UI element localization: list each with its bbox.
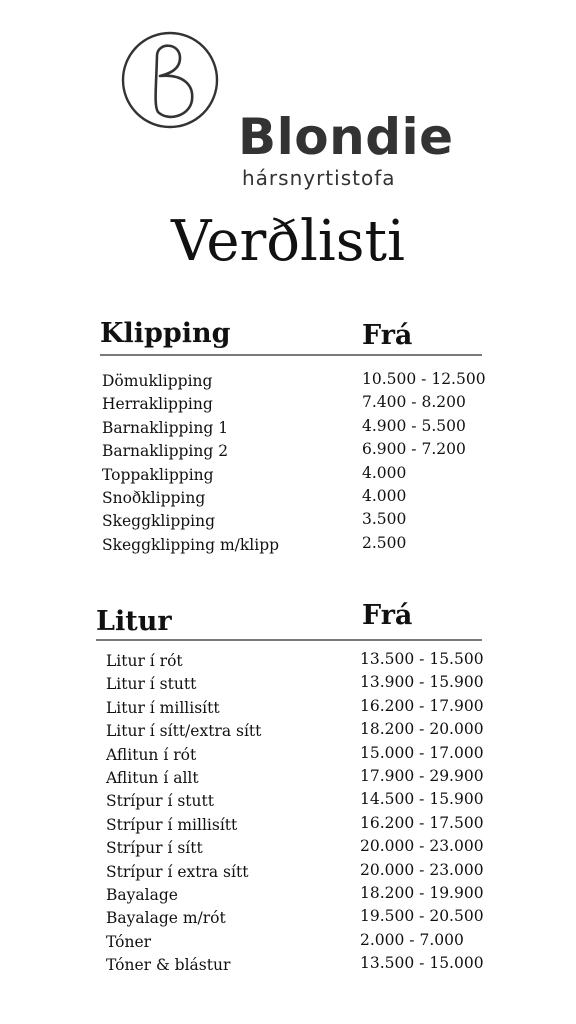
list-item xyxy=(104,671,524,694)
service-name: Tóner xyxy=(106,932,152,951)
list-item xyxy=(104,882,524,905)
service-price: 18.200 - 20.000 xyxy=(360,720,484,739)
service-name: Barnaklipping 1 xyxy=(102,418,229,437)
service-name: Litur í stutt xyxy=(106,675,197,694)
service-price: 4.000 xyxy=(362,463,407,482)
section-divider xyxy=(100,354,482,356)
list-item xyxy=(100,508,520,531)
list-item xyxy=(104,718,524,741)
price-header: Frá xyxy=(362,320,413,351)
price-list xyxy=(100,368,520,555)
service-name: Skeggklipping m/klipp xyxy=(102,535,280,554)
service-name: Aflitun í allt xyxy=(106,768,199,787)
list-item xyxy=(104,952,524,975)
service-price: 14.500 - 15.900 xyxy=(360,790,484,809)
service-price: 4.900 - 5.500 xyxy=(362,416,466,435)
section-title: Klipping xyxy=(100,318,231,349)
page-title: Verðlisti xyxy=(171,209,405,274)
list-item xyxy=(104,929,524,952)
section-divider xyxy=(96,639,482,641)
service-name: Toppaklipping xyxy=(102,465,214,484)
service-price: 3.500 xyxy=(362,510,407,529)
service-price: 20.000 - 23.000 xyxy=(360,837,484,856)
service-name: Barnaklipping 2 xyxy=(102,442,229,461)
service-name: Aflitun í rót xyxy=(106,745,197,764)
service-price: 2.000 - 7.000 xyxy=(360,930,464,949)
list-item xyxy=(104,835,524,858)
service-price: 17.900 - 29.900 xyxy=(360,766,484,785)
service-price: 13.500 - 15.000 xyxy=(360,954,484,973)
service-name: Litur í millisítt xyxy=(106,698,220,717)
list-item xyxy=(104,695,524,718)
list-item xyxy=(100,462,520,485)
list-item xyxy=(104,765,524,788)
service-price: 13.900 - 15.900 xyxy=(360,673,484,692)
service-price: 2.500 xyxy=(362,533,407,552)
b-monogram-icon xyxy=(120,30,220,130)
service-name: Litur í sítt/extra sítt xyxy=(106,722,262,741)
service-name: Bayalage xyxy=(106,885,178,904)
list-item xyxy=(100,391,520,414)
service-name: Strípur í millisítt xyxy=(106,815,238,834)
list-item xyxy=(104,905,524,928)
service-name: Snoðklipping xyxy=(102,488,206,507)
service-name: Bayalage m/rót xyxy=(106,909,226,928)
list-item xyxy=(104,742,524,765)
service-name: Tóner & blástur xyxy=(106,956,231,975)
service-name: Skeggklipping xyxy=(102,512,216,531)
service-name: Litur í rót xyxy=(106,652,183,670)
service-price: 13.500 - 15.500 xyxy=(360,650,484,668)
service-price: 20.000 - 23.000 xyxy=(360,860,484,879)
service-name: Strípur í sítt xyxy=(106,839,203,858)
list-item xyxy=(104,648,524,671)
list-item xyxy=(100,415,520,438)
service-name: Strípur í extra sítt xyxy=(106,862,249,881)
service-price: 19.500 - 20.500 xyxy=(360,907,484,926)
service-name: Dömuklipping xyxy=(102,372,213,390)
list-item xyxy=(100,368,520,391)
list-item xyxy=(104,788,524,811)
service-name: Strípur í stutt xyxy=(106,792,214,811)
price-list xyxy=(104,648,524,975)
service-price: 16.200 - 17.900 xyxy=(360,696,484,715)
list-item xyxy=(100,485,520,508)
service-name: Herraklipping xyxy=(102,395,213,414)
service-price: 15.000 - 17.000 xyxy=(360,743,484,762)
service-price: 18.200 - 19.900 xyxy=(360,883,484,902)
price-header: Frá xyxy=(362,600,413,631)
service-price: 7.400 - 8.200 xyxy=(362,393,466,412)
service-price: 16.200 - 17.500 xyxy=(360,813,484,832)
section-title: Litur xyxy=(96,606,172,637)
brand-logo xyxy=(120,30,480,190)
brand-subtitle: hársnyrtistofa xyxy=(242,166,396,190)
brand-name: Blondie xyxy=(238,108,454,166)
list-item xyxy=(100,532,520,555)
service-price: 6.900 - 7.200 xyxy=(362,440,466,459)
list-item xyxy=(104,859,524,882)
service-price: 4.000 xyxy=(362,486,407,505)
list-item xyxy=(100,438,520,461)
service-price: 10.500 - 12.500 xyxy=(362,370,486,388)
list-item xyxy=(104,812,524,835)
